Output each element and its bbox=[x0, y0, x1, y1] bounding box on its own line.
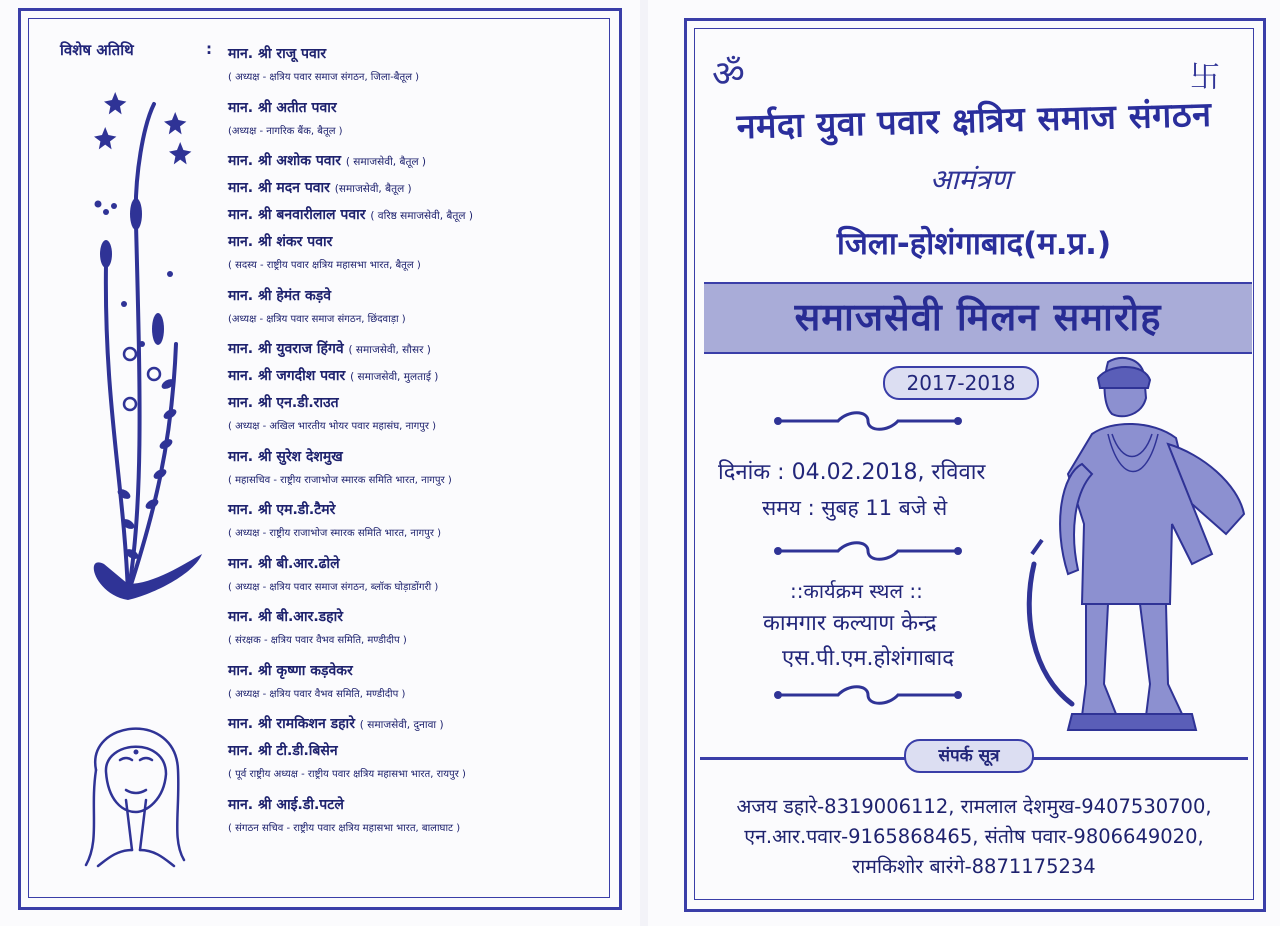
guest-name: मान. श्री बी.आर.डहारे bbox=[228, 609, 343, 625]
organization-title: नर्मदा युवा पवार क्षत्रिय समाज संगठन bbox=[736, 94, 1212, 148]
guest-description: ( पूर्व राष्ट्रीय अध्यक्ष - राष्ट्रीय पवार क्षत्रिय महासभा भारत, रायपुर ) bbox=[228, 769, 466, 780]
guest-name: मान. श्री बी.आर.ढोले bbox=[228, 555, 340, 572]
ornamental-divider-icon bbox=[768, 536, 968, 566]
guest-description: ( सदस्य - राष्ट्रीय पवार क्षत्रिय महासभा भारत, बैतूल ) bbox=[228, 260, 421, 271]
swastika-symbol-icon: 卐 bbox=[1190, 60, 1220, 95]
om-symbol-icon: ॐ bbox=[712, 54, 745, 95]
venue-label: ::कार्यक्रम स्थल :: bbox=[790, 579, 923, 603]
guest-name: मान. श्री युवराज हिंगवे bbox=[228, 341, 344, 357]
guest-name: मान. श्री जगदीश पवार bbox=[228, 368, 346, 384]
guest-role: ( समाजसेवी, सौसर ) bbox=[348, 344, 431, 356]
guest-role: ( समाजसेवी, बैतूल ) bbox=[345, 156, 426, 168]
guest-description: (अध्यक्ष - नागरिक बैंक, बैतूल ) bbox=[228, 125, 343, 137]
guest-name: मान. श्री आई.डी.पटले bbox=[228, 796, 344, 813]
event-title: समाजसेवी मिलन समारोह bbox=[794, 295, 1162, 339]
guest-role: (समाजसेवी, बैतूल ) bbox=[334, 183, 412, 195]
guest-description: ( अध्यक्ष - क्षत्रिय पवार समाज संगठन, जिला-बैतूल ) bbox=[228, 72, 420, 83]
event-title-banner bbox=[704, 282, 1252, 354]
guest-role: ( समाजसेवी, मुलताई ) bbox=[350, 371, 439, 383]
guest-description: ( अध्यक्ष - अखिल भारतीय भोयर पवार महासंघ, नागपुर ) bbox=[228, 421, 437, 432]
contact-line: रामकिशोर बारंगे-8871175234 bbox=[852, 855, 1096, 878]
guest-name: मान. श्री बनवारीलाल पवार bbox=[228, 207, 366, 223]
guest-description: (अध्यक्ष - क्षत्रिय पवार समाज संगठन, छिंदवाड़ा ) bbox=[228, 313, 406, 325]
guest-name: मान. श्री अतीत पवार bbox=[228, 99, 337, 116]
event-year-badge: 2017-2018 bbox=[883, 366, 1039, 400]
guest-role: ( समाजसेवी, दुनावा ) bbox=[359, 719, 444, 731]
guest-name: मान. श्री सुरेश देशमुख bbox=[228, 448, 343, 465]
guest-role: ( वरिष्ठ समाजसेवी, बैतूल ) bbox=[370, 210, 473, 222]
guest-name: मान. श्री हेमंत कड़वे bbox=[228, 287, 332, 304]
venue-name: कामगार कल्याण केन्द्र bbox=[763, 611, 937, 636]
invitation-heading: आमंत्रण bbox=[930, 163, 1012, 196]
event-date: दिनांक : 04.02.2018, रविवार bbox=[718, 460, 986, 485]
contact-heading: संपर्क सूत्र bbox=[904, 739, 1034, 773]
contact-line: एन.आर.पवार-9165868465, संतोष पवार-9806649020, bbox=[744, 825, 1204, 848]
guest-name: मान. श्री मदन पवार bbox=[228, 180, 330, 196]
contact-line: अजय डहारे-8319006112, रामलाल देशमुख-9407530700, bbox=[736, 795, 1212, 818]
guest-description: ( महासचिव - राष्ट्रीय राजाभोज स्मारक समिति भारत, नागपुर ) bbox=[228, 474, 452, 486]
guest-name: मान. श्री राजू पवार bbox=[228, 46, 327, 62]
guest-name: मान. श्री अशोक पवार bbox=[228, 153, 341, 169]
guest-description: ( अध्यक्ष - क्षत्रिय पवार समाज संगठन, ब्लॉक घोड़ाडोंगरी ) bbox=[228, 581, 439, 593]
king-statue-icon bbox=[1012, 354, 1248, 736]
guest-name: मान. श्री एन.डी.राउत bbox=[228, 395, 339, 411]
guest-description: ( संगठन सचिव - राष्ट्रीय पवार क्षत्रिय महासभा भारत, बालाघाट ) bbox=[228, 822, 461, 834]
ornamental-divider-icon bbox=[768, 680, 968, 710]
guest-name: मान. श्री एम.डी.टैमरे bbox=[228, 502, 336, 518]
ornamental-divider-icon bbox=[768, 406, 968, 436]
contact-list bbox=[700, 792, 1248, 882]
venue-location: एस.पी.एम.होशंगाबाद bbox=[782, 646, 954, 671]
guests-colon: : bbox=[206, 40, 212, 58]
guest-name: मान. श्री रामकिशन डहारे bbox=[228, 716, 355, 732]
district-title: जिला-होशंगाबाद(म.प्र.) bbox=[836, 226, 1112, 262]
guest-description: ( अध्यक्ष - राष्ट्रीय राजाभोज स्मारक समिति भारत, नागपुर ) bbox=[228, 528, 442, 539]
guest-description: ( संरक्षक - क्षत्रिय पवार वैभव समिति, मण्डीदीप ) bbox=[228, 635, 407, 646]
guest-name: मान. श्री शंकर पवार bbox=[228, 234, 333, 250]
guest-name: मान. श्री कृष्णा कड़वेकर bbox=[228, 662, 353, 679]
guest-description: ( अध्यक्ष - क्षत्रिय पवार वैभव समिति, मण्डीदीप ) bbox=[228, 688, 406, 700]
special-guests-heading: विशेष अतिथि bbox=[60, 41, 134, 59]
guest-name: मान. श्री टी.डी.बिसेन bbox=[228, 743, 338, 759]
event-time: समय : सुबह 11 बजे से bbox=[762, 496, 948, 520]
